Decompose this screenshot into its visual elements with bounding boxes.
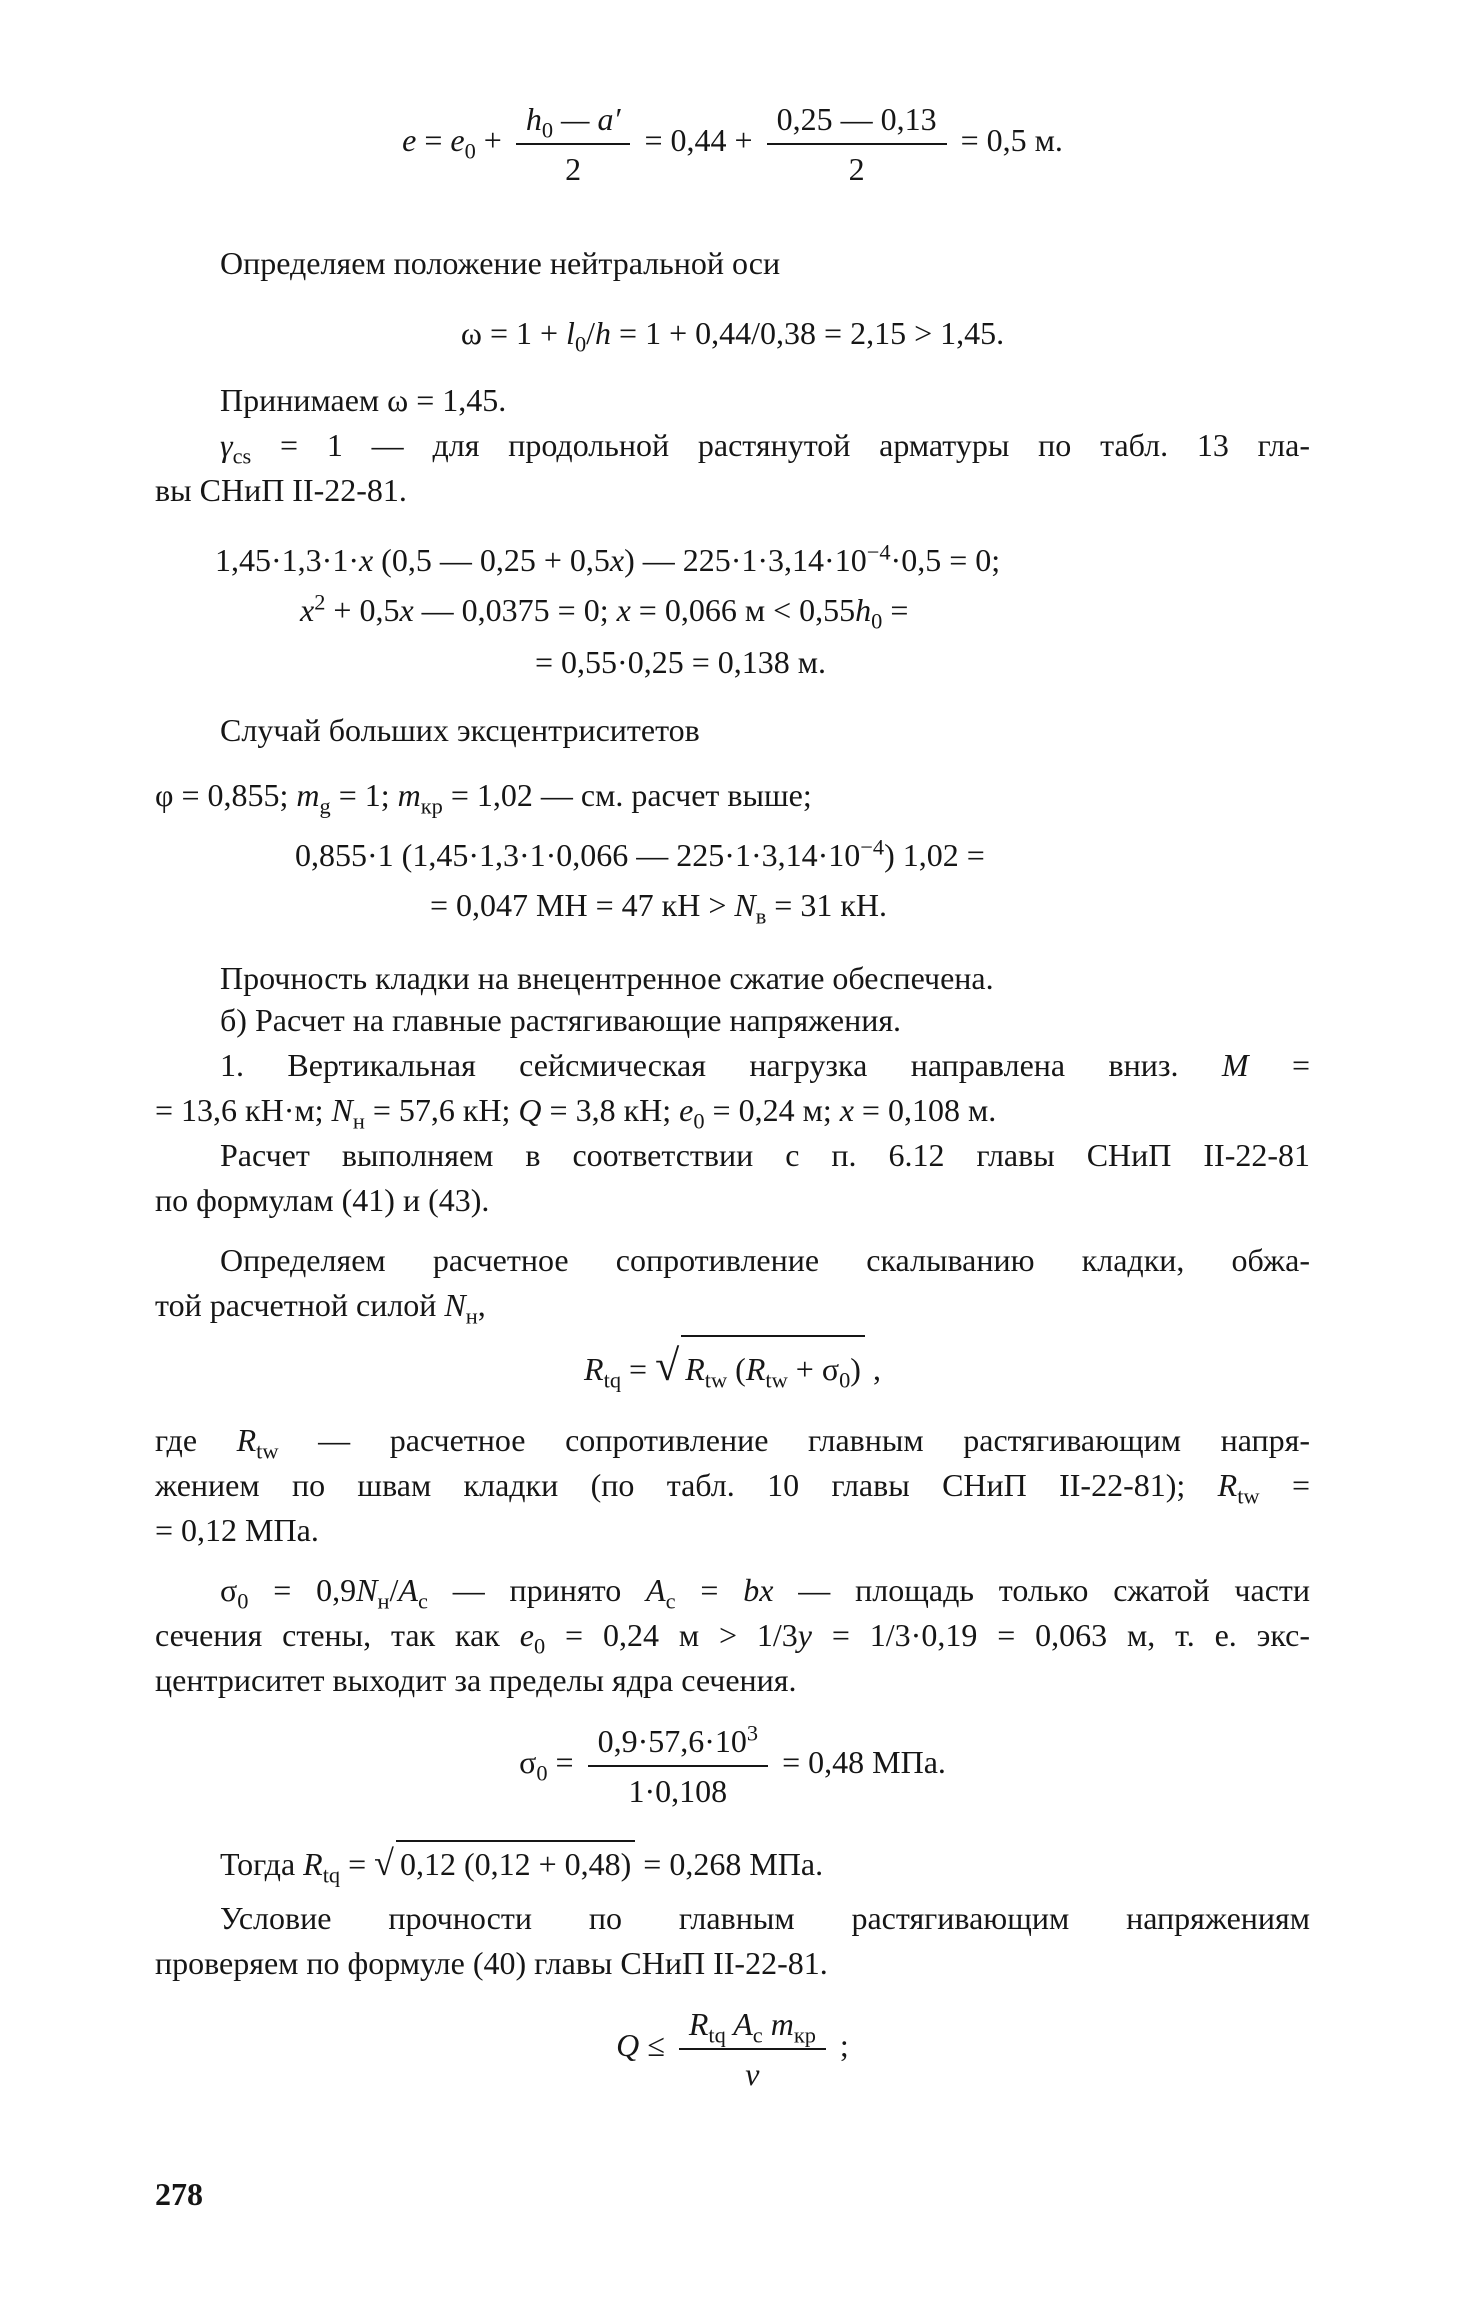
equation-1-line2: $x^2 + 0,5x$ — 0,0375 = 0; x = 0,066 $м < 0,55h_0$ = — [300, 589, 909, 634]
paragraph-condition-line1: Условие прочности по главным растягивающим напряжениям — [220, 1900, 1310, 1936]
formula-sigma0: $\sigma_0$ = $\frac{0,9\cdot 57,6\cdot 10^3}{1\cdot 0,108}$ = 0,48 МПа. — [519, 1720, 946, 1809]
paragraph-calc-line2: по формулам (41) и (43). — [155, 1182, 490, 1218]
paragraph-shear-line1: Определяем расчетное сопротивление скалыванию кладки, обжа- — [220, 1242, 1310, 1278]
paragraph-accept-omega: Принимаем ω = 1,45. — [220, 382, 507, 418]
paragraph-1-line1: 1. Вертикальная сейсмическая нагрузка направлена вниз. M = — [220, 1047, 1311, 1083]
paragraph-1-line2: = 13,6 кН·м; $N_н = 57,6$ кН; Q = 3,8 кН; $e_0 = 0,24$ м; x = 0,108 м. — [155, 1092, 997, 1134]
paragraph-where-line3: = 0,12 МПа. — [155, 1512, 319, 1548]
phi-line: φ = 0,855; $m_g = 1$; $m_{кр} = 1,02$ — см. расчет выше; — [155, 777, 812, 819]
fraction-sigma0: $\frac{0,9\cdot 57,6\cdot 10^3}{1\cdot 0,108}$ — [588, 1721, 769, 1811]
var-e: e — [402, 122, 417, 158]
paragraph-condition-line2: проверяем по формуле (40) главы СНиП II-22-81. — [155, 1945, 828, 1981]
paragraph-then-rtq: Тогда $R_{tq}$ = √ 0,12 (0,12 + 0,48) = 0,268 МПа. — [220, 1840, 1310, 1884]
formula-e: $e = e_0$ + $\frac{h_0 — a'}{2}$ = 0,44 + $\frac{0,25 — 0,13}{2}$ = 0,5 м. — [402, 100, 1063, 187]
fraction-q: $\frac{R_{tq} A_c m_{кр}}{v}$ — [679, 2004, 826, 2094]
paragraph-neutral-axis: Определяем положение нейтральной оси — [220, 245, 781, 281]
square-root-sign: √ — [655, 1341, 680, 1390]
equation-2-line1: 0,855·1 (1,45·1,3·1·0,066 — $225\cdot 1\cdot 3,14\cdot 10^{-4}$) 1,02 = — [295, 834, 985, 873]
equation-1-line3: = 0,55·0,25 = 0,138 м. — [535, 644, 826, 680]
page-number: 278 — [155, 2176, 203, 2212]
radicand: $R_{tw}$ $(R_{tw} + \sigma_0)$ — [681, 1335, 865, 1399]
equation-2-line2: = 0,047 МН = 47 кН > $N_в = 31$ кН. — [430, 887, 887, 929]
equation-1-line1: 1,45·1,3·1·x (0,5 — 0,25 + 0,5x) — $225\cdot 1\cdot 3,14\cdot 10^{-4}\cdot 0,5 = 0$; — [215, 539, 1001, 578]
paragraph-strength: Прочность кладки на внецентренное сжатие обеспечена. — [220, 960, 994, 996]
paragraph-gamma-line2: вы СНиП II-22-81. — [155, 472, 407, 508]
square-root-sign: √ — [374, 1843, 394, 1883]
paragraph-where-line2: жением по швам кладки (по табл. 10 главы СНиП II-22-81); $R_{tw}$ = — [155, 1467, 1311, 1509]
paragraph-where-line1: где $R_{tw}$ — расчетное сопротивление главным растягивающим напря- — [155, 1422, 1311, 1464]
paragraph-sigma-line1: $\sigma_0 = 0,9N_н/A_c$ — принято $A_c$ = bx — площадь только сжатой части — [220, 1572, 1311, 1614]
formula-rtq: $R_{tq}$ = √ $R_{tw}$ $(R_{tw} + \sigma_0)$ , — [155, 1335, 1310, 1395]
formula-omega: $\omega = 1 + l_0/h = 1 + 0,44/0,38 = 2,15 > 1,45$. — [460, 315, 1005, 357]
paragraph-calc-line1: Расчет выполняем в соответствии с п. 6.12 главы СНиП II-22-81 — [220, 1137, 1310, 1173]
paragraph-sigma-line3: центриситет выходит за пределы ядра сечения. — [155, 1662, 797, 1698]
paragraph-shear-line2: той расчетной силой $N_н$, — [155, 1287, 486, 1329]
formula-q: Q ≤ $\frac{R_{tq} A_c m_{кр}}{v}$ ; — [616, 2005, 849, 2092]
fraction-h0-a: $\frac{h_0 — a'}{2}$ — [516, 99, 631, 189]
fraction-numeric: $\frac{0,25 — 0,13}{2}$ — [767, 99, 947, 189]
paragraph-section-b: б) Расчет на главные растягивающие напряжения. — [220, 1002, 902, 1038]
paragraph-sigma-line2: сечения стены, так как $e_0 = 0,24$ м > 1/3y = 1/3·0,19 = 0,063 м, т. е. экс- — [155, 1617, 1311, 1659]
paragraph-big-eccentricity: Случай больших эксцентриситетов — [220, 712, 700, 748]
paragraph-gamma-line1: $\gamma_{cs} = 1$ — для продольной растянутой арматуры по табл. 13 гла- — [220, 427, 1310, 469]
